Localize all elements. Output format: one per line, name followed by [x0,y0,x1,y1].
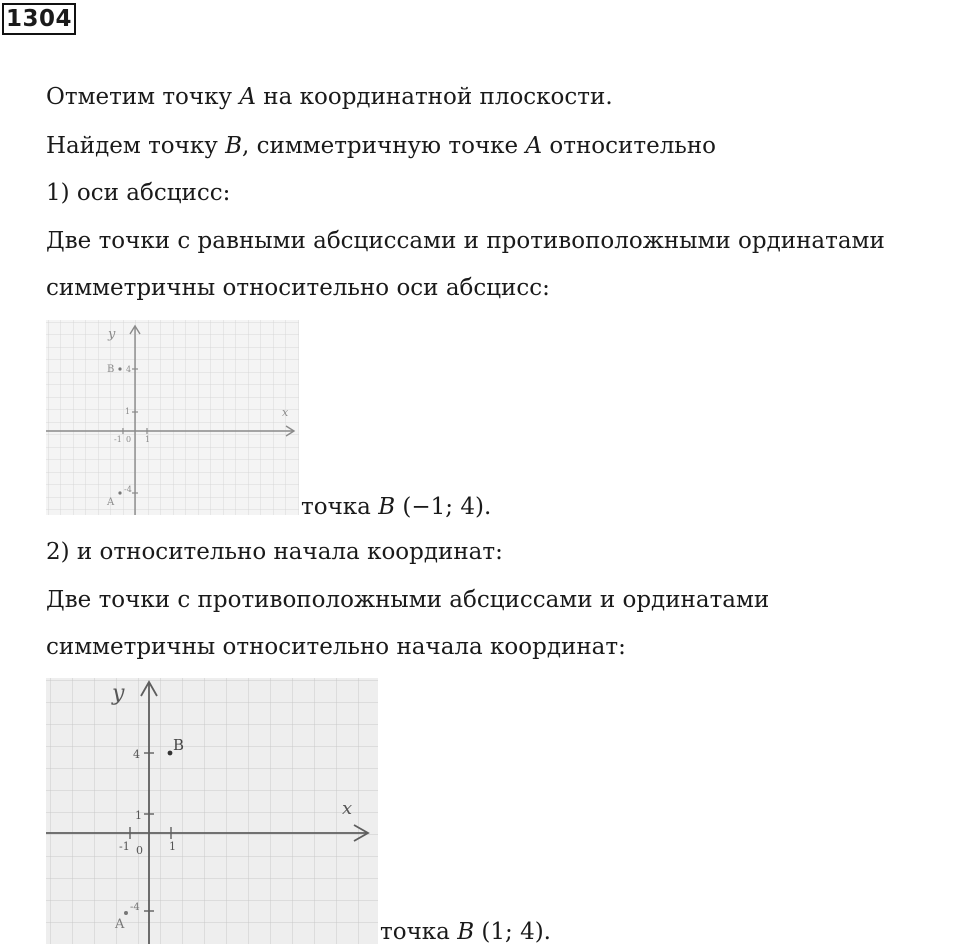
figure-1-caption: точка B (−1; 4). [301,494,492,520]
point-a-label: A [115,917,125,932]
text-line-8: симметричны относительно начала координат: [46,634,626,660]
text-line-2: Найдем точку B, симметричную точке A относительно [46,133,717,159]
tick-xm1: -1 [114,435,122,444]
x-axis-label: x [342,798,353,819]
tick-x1: 1 [169,840,176,853]
figure-2-caption: точка B (1; 4). [380,919,551,945]
text-line-3: 1) оси абсцисс: [46,180,231,206]
y-axis-label: y [108,327,116,342]
y-axis-label: y [112,681,125,706]
figure-1-photo [46,320,299,515]
text-line-6: 2) и относительно начала координат: [46,539,503,565]
text-line-4: Две точки с равными абсциссами и противоположными ординатами [46,228,885,254]
tick-xm1: -1 [119,840,130,853]
tick-y4: 4 [126,365,132,374]
point-b-label: B [173,736,185,754]
figure-2-photo [46,678,378,944]
tick-y4: 4 [133,748,140,761]
point-a [118,491,121,494]
tick-ym4: -4 [130,902,140,913]
x-axis-label: x [282,406,289,419]
point-a [124,911,128,915]
text-line-7: Две точки с противоположными абсциссами и ординатами [46,587,770,613]
text-line-5: симметричны относительно оси абсцисс: [46,275,550,301]
tick-y1: 1 [125,407,131,416]
figure-2-graph [46,678,378,944]
point-b [118,367,121,370]
grid [46,678,378,944]
point-a-label: A [107,497,115,508]
figure-1-graph [46,320,299,515]
text-line-1: Отметим точку A на координатной плоскости. [46,84,613,110]
point-b [168,751,173,756]
tick-ym4: -4 [124,485,132,494]
tick-y1: 1 [135,809,142,822]
grid [46,320,299,515]
tick-origin: 0 [126,435,132,444]
point-b-label: B [107,364,115,375]
problem-number: 1304 [2,3,76,35]
tick-origin: 0 [136,844,143,857]
tick-x1: 1 [145,435,151,444]
